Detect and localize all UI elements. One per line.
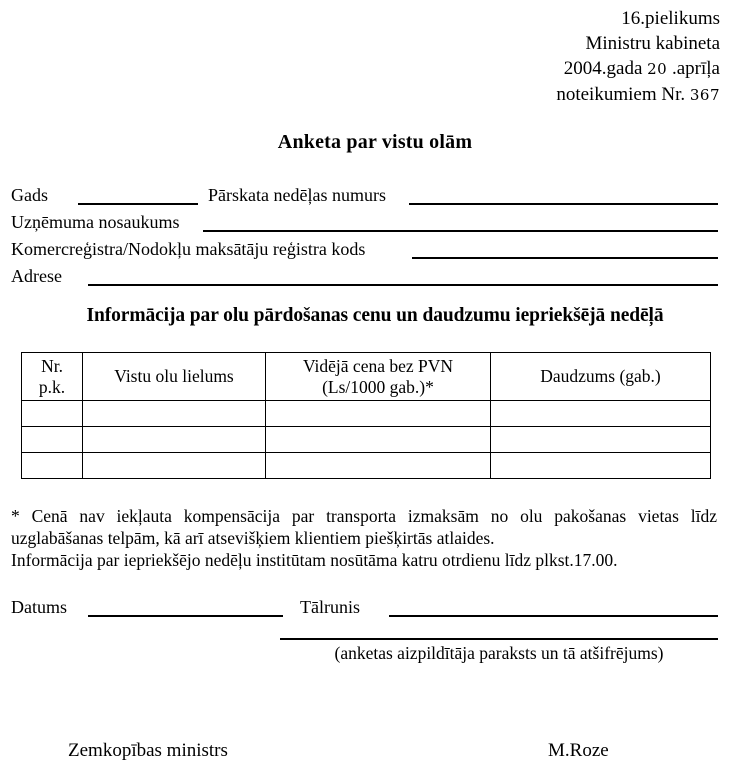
table-cell-nr[interactable] xyxy=(22,453,83,479)
field-input-address[interactable] xyxy=(88,284,718,286)
field-label-date: Datums xyxy=(11,597,67,617)
table-header-quantity: Daudzums (gab.) xyxy=(491,353,711,401)
header-regulation-number xyxy=(556,82,720,108)
table-cell-quantity[interactable] xyxy=(491,427,711,453)
table-row xyxy=(22,401,711,427)
footnote-block xyxy=(11,505,717,571)
table-header-nr xyxy=(22,353,83,401)
table-cell-egg-size[interactable] xyxy=(83,401,266,427)
header-date-prefix: 2004.gada xyxy=(563,58,643,79)
field-input-phone[interactable] xyxy=(389,615,718,617)
table-cell-egg-size[interactable] xyxy=(83,427,266,453)
table-header-avg-price xyxy=(266,353,491,401)
footer-minister-role: Zemkopības ministrs xyxy=(68,740,228,761)
page-title: Anketa par vistu olām xyxy=(277,131,473,153)
field-input-date[interactable] xyxy=(88,615,283,617)
field-label-year: Gads xyxy=(11,185,48,205)
field-label-address: Adrese xyxy=(11,266,62,286)
footnote-paragraph-2: Informācija par iepriekšējo nedēļu institūtam nosūtāma katru otrdienu līdz plkst.17.00. xyxy=(11,550,618,570)
field-label-week-number: Pārskata nedēļas numurs xyxy=(208,185,386,205)
table-header-nr-line2: p.k. xyxy=(38,376,66,397)
egg-price-table xyxy=(21,352,711,479)
header-regulation-value: 367 xyxy=(689,86,720,104)
header-date xyxy=(556,56,720,82)
field-label-company-name: Uzņēmuma nosaukums xyxy=(11,212,180,232)
field-label-registry-code: Komercreģistra/Nodokļu maksātāju reģistra kods xyxy=(11,239,366,259)
table-cell-nr[interactable] xyxy=(22,427,83,453)
table-cell-nr[interactable] xyxy=(22,401,83,427)
footer-minister-name: M.Roze xyxy=(548,740,609,761)
field-input-year[interactable] xyxy=(78,203,198,205)
field-input-week-number[interactable] xyxy=(409,203,718,205)
header-date-suffix: .aprīļa xyxy=(671,58,720,79)
table-row xyxy=(22,453,711,479)
header-annex-number: 16.pielikums xyxy=(621,8,720,29)
field-input-registry-code[interactable] xyxy=(412,257,718,259)
table-cell-avg-price[interactable] xyxy=(266,427,491,453)
field-input-company-name[interactable] xyxy=(203,230,718,232)
table-header-avg-price-line1: Vidējā cena bez PVN xyxy=(302,355,454,376)
footnote-paragraph-1: * Cenā nav iekļauta kompensācija par transporta izmaksām no olu pakošanas vietas līdz uzglabāšanas telpām, kā arī atsevišķiem klientiem piešķirtās atlaides. xyxy=(11,506,717,548)
signature-caption: (anketas aizpildītāja paraksts un tā atšifrējums) xyxy=(334,643,664,663)
field-label-phone: Tālrunis xyxy=(300,597,360,617)
table-header-row xyxy=(22,353,711,401)
header-date-day: 20 xyxy=(647,60,668,78)
field-input-signature[interactable] xyxy=(280,638,718,640)
table-header-nr-line1: Nr. xyxy=(41,355,63,376)
table-cell-avg-price[interactable] xyxy=(266,453,491,479)
section-title: Informācija par olu pārdošanas cenu un daudzumu iepriekšējā nedēļā xyxy=(86,305,664,326)
table-cell-quantity[interactable] xyxy=(491,401,711,427)
table-row xyxy=(22,427,711,453)
table-cell-avg-price[interactable] xyxy=(266,401,491,427)
header-regulation-prefix: noteikumiem Nr. xyxy=(556,84,686,105)
header-issuer: Ministru kabineta xyxy=(585,33,720,54)
table-cell-quantity[interactable] xyxy=(491,453,711,479)
table-cell-egg-size[interactable] xyxy=(83,453,266,479)
table-header-avg-price-line2: (Ls/1000 gab.)* xyxy=(322,376,434,397)
document-header xyxy=(556,6,720,108)
table-header-egg-size: Vistu olu lielums xyxy=(83,353,266,401)
